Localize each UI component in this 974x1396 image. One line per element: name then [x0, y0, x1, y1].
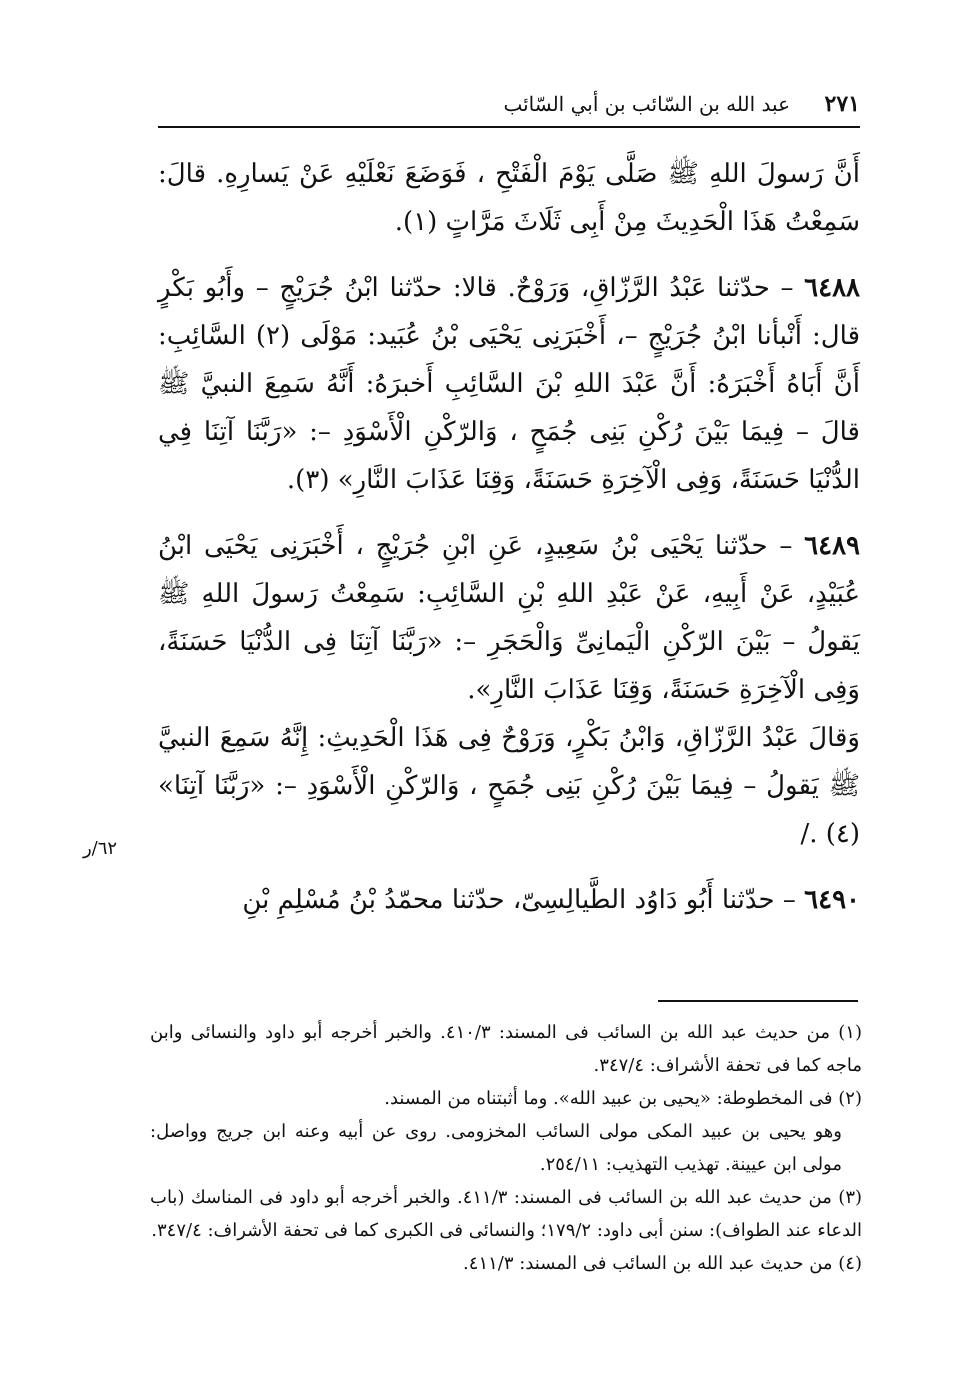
margin-folio-note: ٦٢/ر	[82, 838, 118, 859]
hadith-number: ٦٤٩٠	[804, 885, 860, 915]
running-title: عبد الله بن السّائب بن أبي السّائب	[503, 92, 790, 116]
footnotes	[150, 1016, 862, 1280]
footnote-1: (١) من حديث عبد الله بن السائب فى المسند: ٤١٠/٣. والخبر أخرجه أبو داود والنسائى وابن ماجه كما فى تحفة الأشراف: ٣٤٧/٤.	[150, 1022, 862, 1076]
paragraph-narration-note: وَقالَ عَبْدُ الرَّزّاقِ، وَابْنُ بَكْرٍ، وَرَوْحٌ فِى هَذَا الْحَدِيثِ: إِنَّهُ سَمِعَ النبيَّ ﷺ يَقولُ – فِيمَا بَيْنَ رُكْنِ بَنِى جُمَحٍ ، وَالرّكْنِ الْأَسْوَدِ –: «رَبَّنَا آتِنَا» (٤) ./	[158, 723, 860, 849]
page-number: ٢٧١	[824, 91, 860, 117]
header-rule	[158, 126, 860, 128]
footnote-2: (٢) فى المخطوطة: «يحيى بن عبيد الله». وما أثبتناه من المسند.	[384, 1088, 862, 1109]
hadith-text: – حدّثنا يَحْيَى بْنُ سَعِيدٍ، عَنِ ابْنِ جُرَيْجٍ ، أَخْبَرَنِى يَحْيَى ابْنُ عُبَيْدٍ، عَنْ أَبِيهِ، عَنْ عَبْدِ اللهِ بْنِ السَّائِبِ: سَمِعْتُ رَسولَ اللهِ ﷺ يَقولُ – بَيْنَ الرّكْنِ الْيَمانِىِّ وَالْحَجَرِ –: «رَبَّنَا آتِنَا فِى الدُّنْيَا حَسَنَةً، وَفِى الْآخِرَةِ حَسَنَةً، وَقِنَا عَذَابَ النَّارِ».	[158, 531, 860, 705]
footnote-2-continuation: وهو يحيى بن عبيد المكى مولى السائب المخزومى. روى عن أبيه وعنه ابن جريج وواصل: مولى ابن عيينة. تهذيب التهذيب: ٢٥٤/١١.	[150, 1121, 842, 1175]
footnote-4: (٤) من حديث عبد الله بن السائب فى المسند: ٤١١/٣.	[463, 1253, 862, 1274]
page-header	[158, 84, 860, 124]
hadith-number: ٦٤٨٨	[804, 273, 860, 303]
footnote-rule	[658, 1000, 858, 1002]
hadith-text: – حدّثنا أَبُو دَاوُد الطَّيالِسِىّ، حدّثنا محمّدُ بْنُ مُسْلِمِ بْنِ	[242, 885, 805, 915]
hadith-6488	[158, 264, 860, 504]
hadith-6489	[158, 522, 860, 714]
hadith-number: ٦٤٨٩	[804, 531, 860, 561]
hadith-text: – حدّثنا عَبْدُ الرَّزّاقِ، وَرَوْحٌ. قالا: حدّثنا ابْنُ جُرَيْجٍ – وأَبُو بَكْرٍ قال: أَنْبأنا ابْنُ جُرَيْجٍ –، أَخْبَرَنِى يَحْيَى بْنُ عُبَيد: مَوْلَى (٢) السَّائِبِ: أَنَّ أَبَاهُ أَخْبَرَهُ: أَنَّ عَبْدَ اللهِ بْنَ السَّائِبِ أَخبرَهُ: أَنَّهُ سَمِعَ النبيَّ ﷺ قالَ – فِيمَا بَيْنَ رُكْنِ بَنِى جُمَحٍ ، وَالرّكْنِ الْأَسْوَدِ –: «رَبَّنَا آتِنَا فِي الدُّنْيَا حَسَنَةً، وَفِى الْآخِرَةِ حَسَنَةً، وَقِنَا عَذَابَ النَّارِ» (٣).	[158, 273, 861, 495]
footnote-3: (٣) من حديث عبد الله بن السائب فى المسند: ٤١١/٣. والخبر أخرجه أبو داود فى المناسك (باب الدعاء عند الطواف): سنن أبى داود: ١٧٩/٢؛ والنسائى فى الكبرى كما فى تحفة الأشراف: ٣٤٧/٤.	[150, 1187, 863, 1241]
hadith-6490	[158, 876, 860, 924]
main-text	[158, 150, 860, 924]
paragraph-continuation: أَنَّ رَسولَ اللهِ ﷺ صَلَّى يَوْمَ الْفَتْحِ ، فَوَضَعَ نَعْلَيْهِ عَنْ يَسارِهِ. قالَ: سَمِعْتُ هَذَا الْحَدِيثَ مِنْ أَبِى ثَلَاثَ مَرَّاتٍ (١).	[158, 159, 860, 237]
